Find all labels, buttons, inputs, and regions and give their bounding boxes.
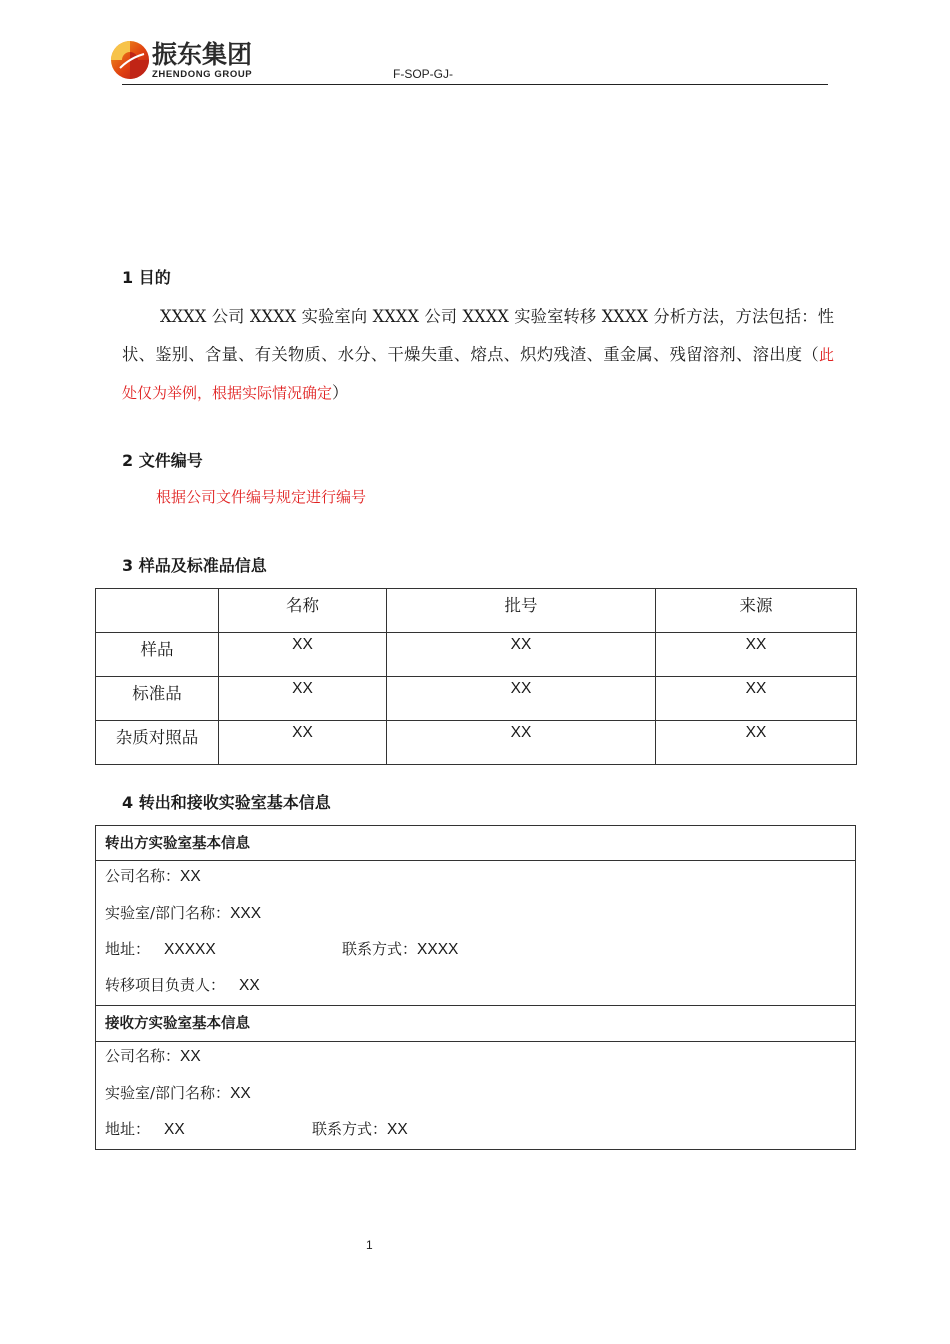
- transfer-lab-title: 转出方实验室基本信息: [105, 836, 250, 852]
- transfer-contact-label: 联系方式：: [342, 940, 418, 958]
- receive-contact-line: [312, 1118, 408, 1139]
- table-row: [96, 721, 857, 765]
- table-header-row: [96, 589, 857, 633]
- transfer-company-label: 公司名称：: [105, 867, 181, 885]
- sample-info-table: [95, 588, 857, 765]
- section1-body: [122, 298, 834, 413]
- transfer-company-value: XX: [180, 868, 201, 885]
- receive-address-label: 地址：: [105, 1120, 151, 1138]
- receive-company-label: 公司名称：: [105, 1047, 181, 1065]
- receive-lab-title: 接收方实验室基本信息: [105, 1016, 250, 1032]
- receive-company-value: XX: [180, 1048, 201, 1065]
- table-cell: XX: [387, 633, 656, 677]
- table-header-source: 来源: [656, 589, 857, 633]
- transfer-lead-label: 转移项目负责人：: [105, 976, 226, 994]
- table-row: [96, 633, 857, 677]
- row-label: 标准品: [96, 677, 219, 721]
- receive-lab-value: XX: [230, 1085, 251, 1102]
- transfer-lab-value: XXX: [230, 905, 262, 922]
- table-cell: XX: [656, 721, 857, 765]
- transfer-lab-label: 实验室/部门名称：: [105, 904, 231, 922]
- section1-close: ）: [332, 383, 349, 402]
- row-label: 样品: [96, 633, 219, 677]
- transfer-address-line: [105, 938, 216, 959]
- transfer-address-value: XXXXX: [164, 941, 216, 958]
- section2-heading: 2 文件编号: [122, 451, 203, 470]
- transfer-lab-line: [105, 902, 261, 923]
- receive-address-line: [105, 1118, 185, 1139]
- table-header-batch: 批号: [387, 589, 656, 633]
- table-cell: XX: [219, 677, 387, 721]
- receive-contact-value: XX: [387, 1121, 408, 1138]
- logo-mark-icon: [110, 40, 150, 80]
- table-header-cell: [96, 589, 219, 633]
- table-cell: XX: [656, 677, 857, 721]
- logo-english-name: ZHENDONG GROUP: [152, 69, 253, 80]
- receive-company-line: [105, 1045, 201, 1066]
- box-divider: [96, 860, 855, 861]
- section1-text: XXXX 公司 XXXX 实验室向 XXXX 公司 XXXX 实验室转移 XXXX 分析方法，方法包括：性状、鉴别、含量、有关物质、水分、干燥失重、熔点、炽灼残渣、重金属、残留溶剂、溶出度（: [122, 307, 834, 364]
- receive-address-value: XX: [164, 1121, 185, 1138]
- box-divider: [96, 1005, 855, 1006]
- transfer-company-line: [105, 865, 201, 886]
- table-cell: XX: [387, 721, 656, 765]
- company-logo: [110, 40, 280, 86]
- logo-chinese-name: 振东集团: [152, 40, 253, 69]
- table-cell: XX: [219, 721, 387, 765]
- page-number: 1: [366, 1238, 373, 1252]
- section3-heading: 3 样品及标准品信息: [122, 556, 267, 575]
- box-divider: [96, 1041, 855, 1042]
- transfer-contact-value: XXXX: [417, 941, 459, 958]
- row-label: 杂质对照品: [96, 721, 219, 765]
- table-cell: XX: [219, 633, 387, 677]
- header-divider: [122, 84, 828, 85]
- transfer-lead-line: [105, 974, 260, 995]
- transfer-address-label: 地址：: [105, 940, 151, 958]
- section1-note: 此处仅为举例，根据实际情况确定: [122, 345, 834, 402]
- table-cell: XX: [387, 677, 656, 721]
- section4-heading: 4 转出和接收实验室基本信息: [122, 793, 331, 812]
- transfer-contact-line: [342, 938, 458, 959]
- section1-heading: 1 目的: [122, 268, 171, 287]
- receive-contact-label: 联系方式：: [312, 1120, 388, 1138]
- table-header-name: 名称: [219, 589, 387, 633]
- table-row: [96, 677, 857, 721]
- table-cell: XX: [656, 633, 857, 677]
- receive-lab-line: [105, 1082, 251, 1103]
- section2-note: 根据公司文件编号规定进行编号: [156, 488, 367, 506]
- transfer-lead-value: XX: [239, 977, 260, 994]
- document-code: F-SOP-GJ-: [393, 67, 453, 81]
- lab-info-box: [95, 825, 856, 1150]
- receive-lab-label: 实验室/部门名称：: [105, 1084, 231, 1102]
